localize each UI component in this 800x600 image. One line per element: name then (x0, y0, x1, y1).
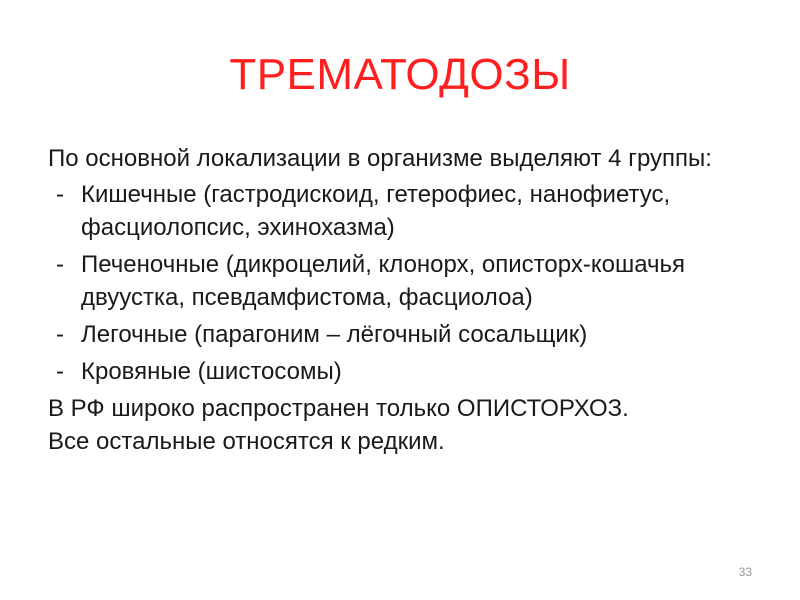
list-item (48, 318, 748, 351)
bullet-dash: - (56, 358, 64, 385)
group-blood: Кровяные (шистосомы) (81, 358, 342, 385)
list-item (48, 178, 748, 244)
bullet-dash: - (56, 181, 64, 208)
page-number: 33 (738, 565, 752, 579)
groups-list (48, 178, 748, 388)
group-pulmonary: Легочные (парагоним – лёгочный сосальщик) (81, 321, 588, 348)
note-rare: Все остальные относятся к редким. (48, 428, 445, 455)
slide-body (48, 142, 748, 458)
group-intestinal: Кишечные (гастродискоид, гетерофиес, нанофиетус, фасциолопсис, эхинохазма) (81, 181, 671, 241)
bullet-dash: - (56, 251, 64, 278)
list-item (48, 355, 748, 388)
group-hepatic: Печеночные (дикроцелий, клонорх, описторх-кошачья двуустка, псевдамфистома, фасциолоа) (81, 251, 686, 311)
slide-title: ТРЕМАТОДОЗЫ (229, 50, 571, 99)
bullet-dash: - (56, 321, 64, 348)
list-item (48, 248, 748, 314)
intro-text: По основной локализации в организме выделяют 4 группы: (48, 145, 712, 172)
note-russia: В РФ широко распространен только ОПИСТОРХОЗ. (48, 395, 629, 422)
